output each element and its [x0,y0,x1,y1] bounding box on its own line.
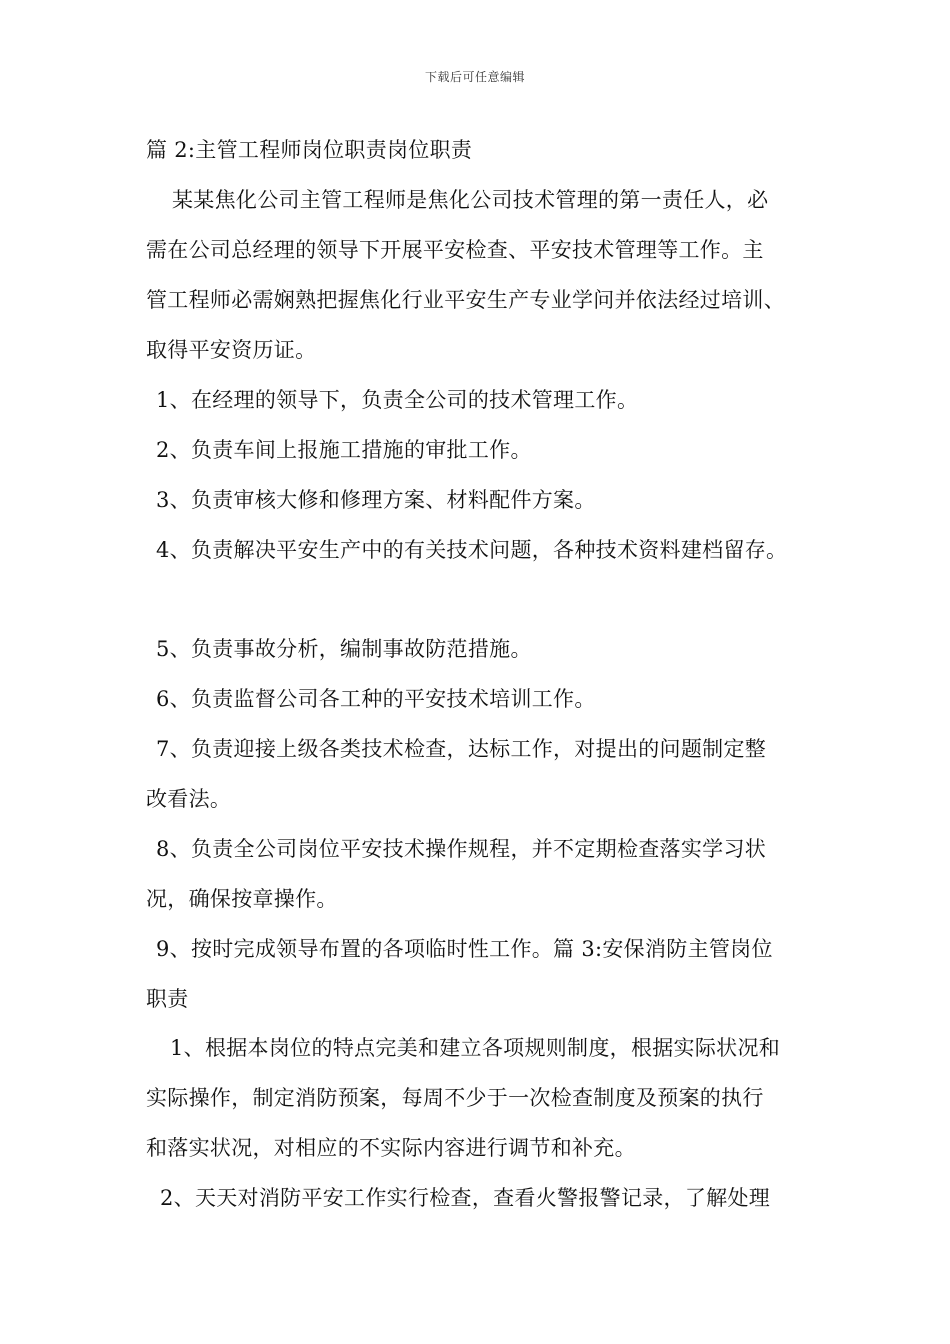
intro-line-2: 需在公司总经理的领导下开展平安检查、平安技术管理等工作。主 [146,238,764,262]
section-2-title: 篇 2:主管工程师岗位职责岗位职责 [146,138,473,162]
duty-item-4: 4、负责解决平安生产中的有关技术问题，各种技术资料建档留存。 [156,538,788,562]
duty-item-7: 7、负责迎接上级各类技术检查，达标工作，对提出的问题制定整 [156,737,767,761]
page-header-note: 下载后可任意编辑 [424,70,525,84]
section3-item-1: 1、根据本岗位的特点完美和建立各项规则制度，根据实际状况和 [170,1036,781,1060]
duty-item-8-cont: 况，确保按章操作。 [146,887,338,911]
duty-item-5: 5、负责事故分析，编制事故防范措施。 [156,637,532,661]
duty-item-1: 1、在经理的领导下，负责全公司的技术管理工作。 [156,388,639,412]
section-3-title-cont: 职责 [146,987,189,1011]
section3-item-1-cont-a: 实际操作，制定消防预案，每周不少于一次检查制度及预案的执行 [146,1086,764,1110]
section3-item-1-cont-b: 和落实状况，对相应的不实际内容进行调节和补充。 [146,1136,636,1160]
duty-item-6: 6、负责监督公司各工种的平安技术培训工作。 [156,687,596,711]
intro-line-4: 取得平安资历证。 [146,338,317,362]
duty-item-7-cont: 改看法。 [146,787,232,811]
section3-item-2: 2、天天对消防平安工作实行检查，查看火警报警记录，了解处理 [160,1186,771,1210]
duty-item-9: 9、按时完成领导布置的各项临时性工作。篇 3:安保消防主管岗位 [156,937,773,961]
intro-line-1: 某某焦化公司主管工程师是焦化公司技术管理的第一责任人，必 [172,188,769,212]
duty-item-8: 8、负责全公司岗位平安技术操作规程，并不定期检查落实学习状 [156,837,767,861]
duty-item-3: 3、负责审核大修和修理方案、材料配件方案。 [156,488,596,512]
duty-item-2: 2、负责车间上报施工措施的审批工作。 [156,438,532,462]
intro-line-3: 管工程师必需娴熟把握焦化行业平安生产专业学问并依法经过培训、 [146,288,785,312]
